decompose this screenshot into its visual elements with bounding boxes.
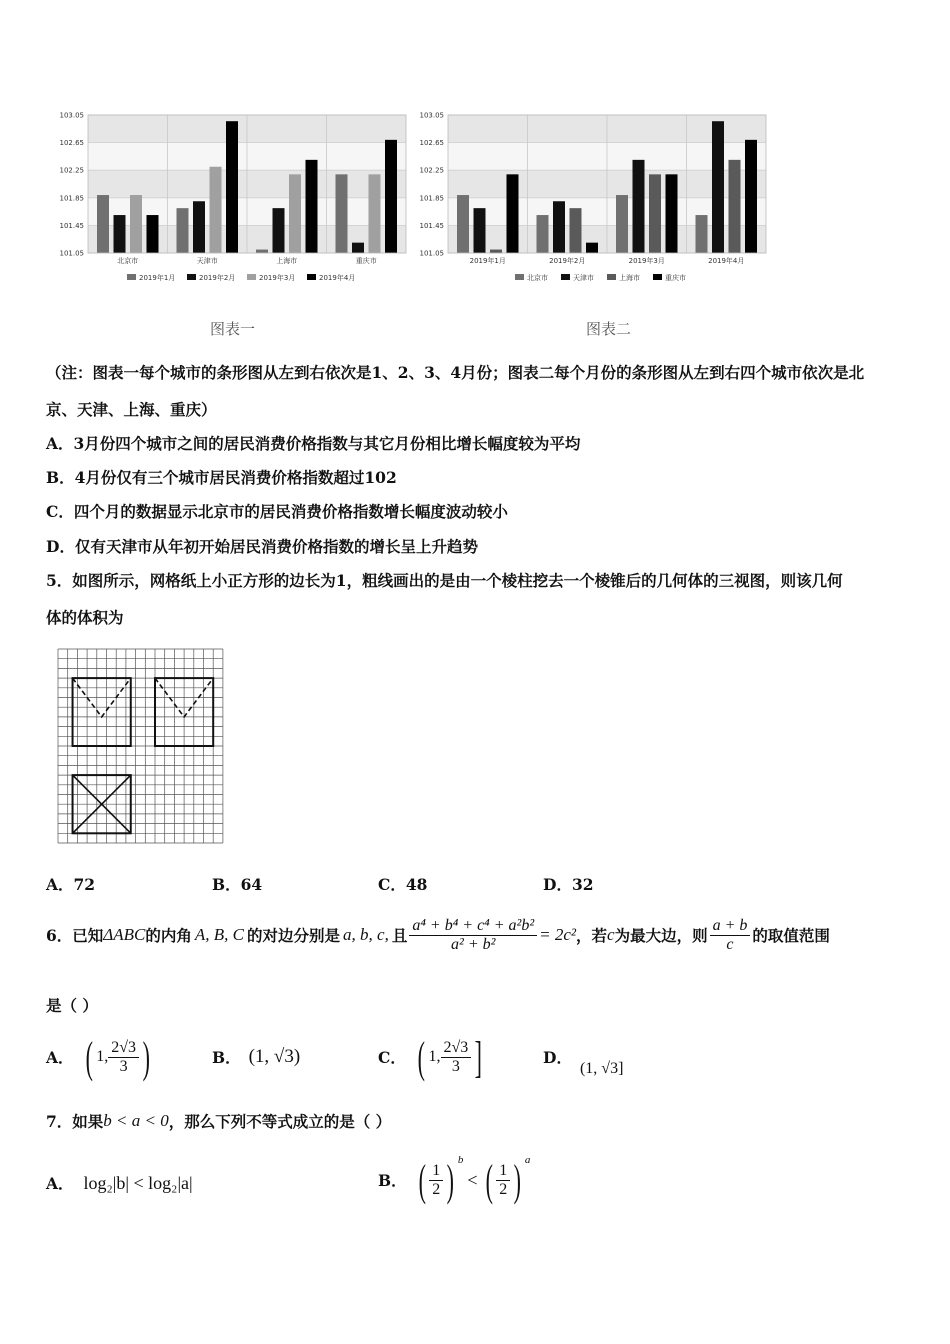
q6-option-c-label: C． [378,1048,406,1067]
y-tick-label: 101.45 [59,221,84,230]
y-tick-label: 101.05 [59,249,84,258]
q4-option-b: B．4月份仅有三个城市居民消费价格指数超过102 [46,468,397,487]
q7-text-2: ，那么下列不等式成立的是（ ） [168,1112,392,1131]
q6-ratio-den: c [726,935,734,953]
q6-equals: = 2c² [539,925,576,944]
bar [616,195,628,253]
right-paren-icon: ) [142,1032,150,1082]
q6-stem [46,905,830,965]
left-paren-icon: ( [417,1032,425,1082]
legend-swatch [127,274,136,280]
legend-label: 天津市 [573,274,594,282]
q6-a-fraction [108,1039,139,1076]
bar [553,201,565,253]
q5-option-c: C．48 [378,875,428,894]
q4-option-c: C．四个月的数据显示北京市的居民消费价格指数增长幅度波动较小 [46,502,508,521]
q7-b-half-left-num: 1 [429,1162,443,1181]
q6-fraction [409,917,537,954]
legend-swatch [515,274,524,280]
bar [336,174,348,253]
legend-swatch [561,274,570,280]
bar [306,160,318,253]
q5-option-b: B．64 [212,875,263,894]
chart-note-line1: （注：图表一每个城市的条形图从左到右依次是1、2、3、4月份；图表二每个月份的条形图从左到右四个城市依次是北 [46,363,865,382]
q7-option-a-label: A． [46,1174,74,1193]
q6-option-d-label: D． [543,1048,572,1067]
q7-b-half-right-den: 2 [499,1180,508,1198]
bar [226,121,238,253]
bar [97,195,109,253]
q4-option-a: A．3月份四个城市之间的居民消费价格指数与其它月份相比增长幅度较为平均 [46,434,581,453]
legend-label: 2019年2月 [199,274,236,282]
q6-c: c [607,925,615,944]
bar [289,174,301,253]
legend-swatch [653,274,662,280]
q7-option-b [378,1150,530,1210]
q6-a-den: 3 [119,1057,128,1075]
q7-condition: b < a < 0 [103,1111,169,1130]
legend-label: 2019年1月 [139,274,176,282]
left-paren-icon: ( [485,1155,493,1205]
q6-text-7: 的取值范围 [752,926,830,945]
legend-label: 北京市 [527,274,548,282]
q6-option-b-label: B． [212,1048,241,1067]
right-paren-icon: ) [513,1155,522,1205]
q7-option-a [46,1158,193,1208]
y-tick-label: 103.05 [419,111,444,120]
bar [537,215,549,253]
bar [633,160,645,253]
q6-c-fraction [441,1039,472,1076]
bar [273,208,285,253]
bar [193,201,205,253]
y-tick-label: 102.65 [59,139,84,148]
three-view-grid-figure [56,647,230,851]
right-bracket-icon: ] [474,1032,483,1082]
y-tick-label: 103.05 [59,111,84,120]
bar [147,215,159,253]
y-tick-label: 102.25 [59,166,84,175]
y-tick-label: 101.45 [419,221,444,230]
front-view-outline [73,678,131,746]
q5-stem-line2: 体的体积为 [46,608,124,627]
bar [490,250,502,253]
bar [696,215,708,253]
q4-option-d: D．仅有天津市从年初开始居民消费价格指数的增长呈上升趋势 [46,537,478,556]
x-tick-label: 天津市 [196,257,218,265]
y-tick-label: 101.85 [419,194,444,203]
q6-b-value: (1, √3) [248,1046,301,1067]
chart-one-caption: 图表一 [210,320,256,338]
q6-d-value: (1, √3] [579,1060,624,1077]
q6-option-c [378,1030,486,1084]
legend-label: 上海市 [619,274,640,282]
bar [385,140,397,253]
q7-b-half-left-den: 2 [432,1180,441,1198]
legend-label: 2019年4月 [319,274,356,282]
q6-text-4: 且 [391,926,408,945]
q6-ratio-num: a + b [710,917,751,936]
legend-label: 重庆市 [665,274,686,282]
chart-two-caption: 图表二 [586,320,632,338]
q6-angles: A, B, C [194,925,245,944]
q7-stem [46,1110,391,1132]
bar [369,174,381,253]
y-tick-label: 101.05 [419,249,444,258]
x-tick-label: 2019年1月 [469,257,506,265]
q6-stem-line2: 是（ ） [46,996,98,1015]
bar [177,208,189,253]
q6-c-num: 2√3 [441,1039,472,1058]
q6-a-one: 1, [96,1048,109,1065]
bar [666,174,678,253]
q7-a-value: log₂|b| < log₂|a| [83,1172,193,1193]
q7-b-exp-a: a [524,1154,531,1166]
q6-fraction-num: a⁴ + b⁴ + c⁴ + a²b² [409,917,537,936]
q6-text-1: 6．已知 [46,926,104,945]
legend-swatch [307,274,316,280]
bar [114,215,126,253]
bar [507,174,519,253]
x-tick-label: 2019年3月 [628,257,665,265]
bar [474,208,486,253]
x-tick-label: 北京市 [117,257,139,265]
q6-text-6: 为最大边，则 [614,926,708,945]
q7-b-less-than: < [467,1169,478,1190]
q7-text-1: 7．如果 [46,1112,104,1131]
bar [570,208,582,253]
q6-text-5: ，若 [576,926,608,945]
chart-note-line2: 京、天津、上海、重庆） [46,400,217,419]
right-paren-icon: ) [446,1155,455,1205]
bar [256,250,268,253]
q7-b-half-left [429,1162,443,1199]
chart-one [50,105,410,295]
q7-b-half-right [496,1162,510,1199]
x-tick-label: 2019年2月 [549,257,586,265]
q6-option-a [46,1030,154,1084]
left-paren-icon: ( [85,1032,93,1082]
q6-ratio [710,917,751,954]
left-paren-icon: ( [418,1155,426,1205]
q5-option-d: D．32 [543,875,594,894]
bar [352,243,364,253]
bar [457,195,469,253]
q7-option-b-label: B． [378,1171,407,1190]
q6-sides: a, b, c, [343,925,389,944]
y-tick-label: 101.85 [59,194,84,203]
bar [586,243,598,253]
q6-c-den: 3 [451,1057,460,1075]
q6-option-d [543,1030,623,1084]
q6-fraction-den: a² + b² [451,935,496,953]
q5-stem-line1: 5．如图所示，网格纸上小正方形的边长为1，粗线画出的是由一个棱柱挖去一个棱锥后的几何体的三视图，则该几何 [46,571,843,590]
q6-option-b [212,1030,300,1084]
y-tick-label: 102.65 [419,139,444,148]
q7-b-half-right-num: 1 [496,1162,510,1181]
bar [649,174,661,253]
legend-swatch [247,274,256,280]
chart-two [412,105,777,295]
bar [712,121,724,253]
x-tick-label: 上海市 [276,257,298,265]
x-tick-label: 2019年4月 [708,257,745,265]
bar [729,160,741,253]
y-tick-label: 102.25 [419,166,444,175]
q7-b-exp-b: b [457,1154,464,1166]
q6-triangle: ΔABC [103,925,146,944]
x-tick-label: 重庆市 [355,257,377,265]
legend-swatch [187,274,196,280]
q6-c-one: 1, [428,1048,441,1065]
q6-a-num: 2√3 [108,1039,139,1058]
legend-swatch [607,274,616,280]
q6-text-2: 的内角 [145,926,192,945]
bar [130,195,142,253]
legend-label: 2019年3月 [259,274,296,282]
q6-text-3: 的对边分别是 [247,926,341,945]
bar [210,167,222,253]
q5-option-a: A．72 [46,875,96,894]
q6-option-a-label: A． [46,1048,74,1067]
bar [745,140,757,253]
